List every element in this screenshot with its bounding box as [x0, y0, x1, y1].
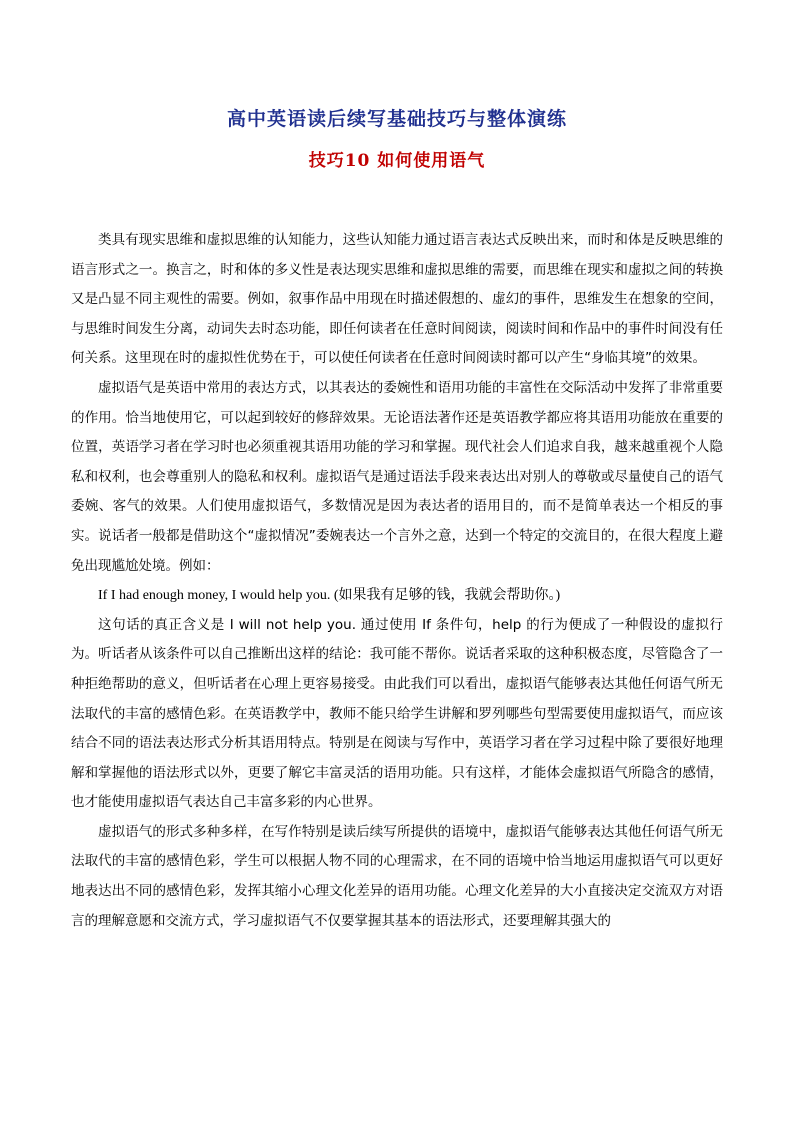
paragraph-2: 虚拟语气是英语中常用的表达方式，以其表达的委婉性和语用功能的丰富性在交际活动中发挥了非常重要的作用。恰当地使用它，可以起到较好的修辞效果。无论语法著作还是英语教学都应将其语用功能放在重要的位置，英语学习者在学习时也必须重视其语用功能的学习和掌握。现代社会人们追求自我，越来越重视个人隐私和权利，也会尊重别人的隐私和权利。虚拟语气是通过语法手段来表达出对别人的尊敬或尽量使自己的语气委婉、客气的效果。人们使用虚拟语气，多数情况是因为表达者的语用目的，而不是简单表达一个相反的事实。说话者一般都是借助这个“虚拟情况”委婉表达一个言外之意，达到一个特定的交流目的，在很大程度上避免出现尴尬处境。例如： — [71, 379, 723, 574]
paragraph-3: 这句话的真正含义是 I will not help you. 通过使用 If 条件句，help 的行为便成了一种假设的虚拟行为。听话者从该条件可以自己推断出这样的结论：我可能不帮你。说话者采取的这种积极态度，尽管隐含了一种拒绝帮助的意义，但听话者在心理上更容易接受。由此我们可以看出，虚拟语气能够表达其他任何语气所无法取代的丰富的感情色彩。在英语教学中，教师不能只给学生讲解和罗列哪些句型需要使用虚拟语气，而应该结合不同的语法表达形式分析其语用特点。特别是在阅读与写作中，英语学习者在学习过程中除了要很好地理解和掌握他的语法形式以外，更要了解它丰富灵活的语用功能。只有这样，才能体会虚拟语气所隐含的感情，也才能使用虚拟语气表达自己丰富多彩的内心世界。 — [71, 616, 723, 811]
document-title: 高中英语读后续写基础技巧与整体演练 — [226, 108, 567, 130]
paragraph-1: 类具有现实思维和虚拟思维的认知能力，这些认知能力通过语言表达式反映出来，而时和体是反映思维的语言形式之一。换言之，时和体的多义性是表达现实思维和虚拟思维的需要，而思维在现实和虚拟之间的转换又是凸显不同主观性的需要。例如，叙事作品中用现在时描述假想的、虚幻的事件，思维发生在想象的空间，与思维时间发生分离，动词失去时态功能，即任何读者在任意时间阅读，阅读时间和作品中的事件时间没有任何关系。这里现在时的虚拟性优势在于，可以使任何读者在任意时间阅读时都可以产生“身临其境”的效果。 — [71, 232, 723, 367]
example-sentence: If I had enough money, I would help you. (如果我有足够的钱，我就会帮助你。) — [98, 588, 561, 604]
document-body — [71, 226, 723, 936]
document-subtitle: 技巧10 如何使用语气 — [308, 151, 486, 171]
paragraph-4: 虚拟语气的形式多种多样，在写作特别是读后续写所提供的语境中，虚拟语气能够表达其他任何语气所无法取代的丰富的感情色彩，学生可以根据人物不同的心理需求，在不同的语境中恰当地运用虚拟语气可以更好地表达出不同的感情色彩，发挥其缩小心理文化差异的语用功能。心理文化差异的大小直接决定交流双方对语言的理解意愿和交流方式，学习虚拟语气不仅要掌握其基本的语法形式，还要理解其强大的 — [71, 823, 723, 929]
